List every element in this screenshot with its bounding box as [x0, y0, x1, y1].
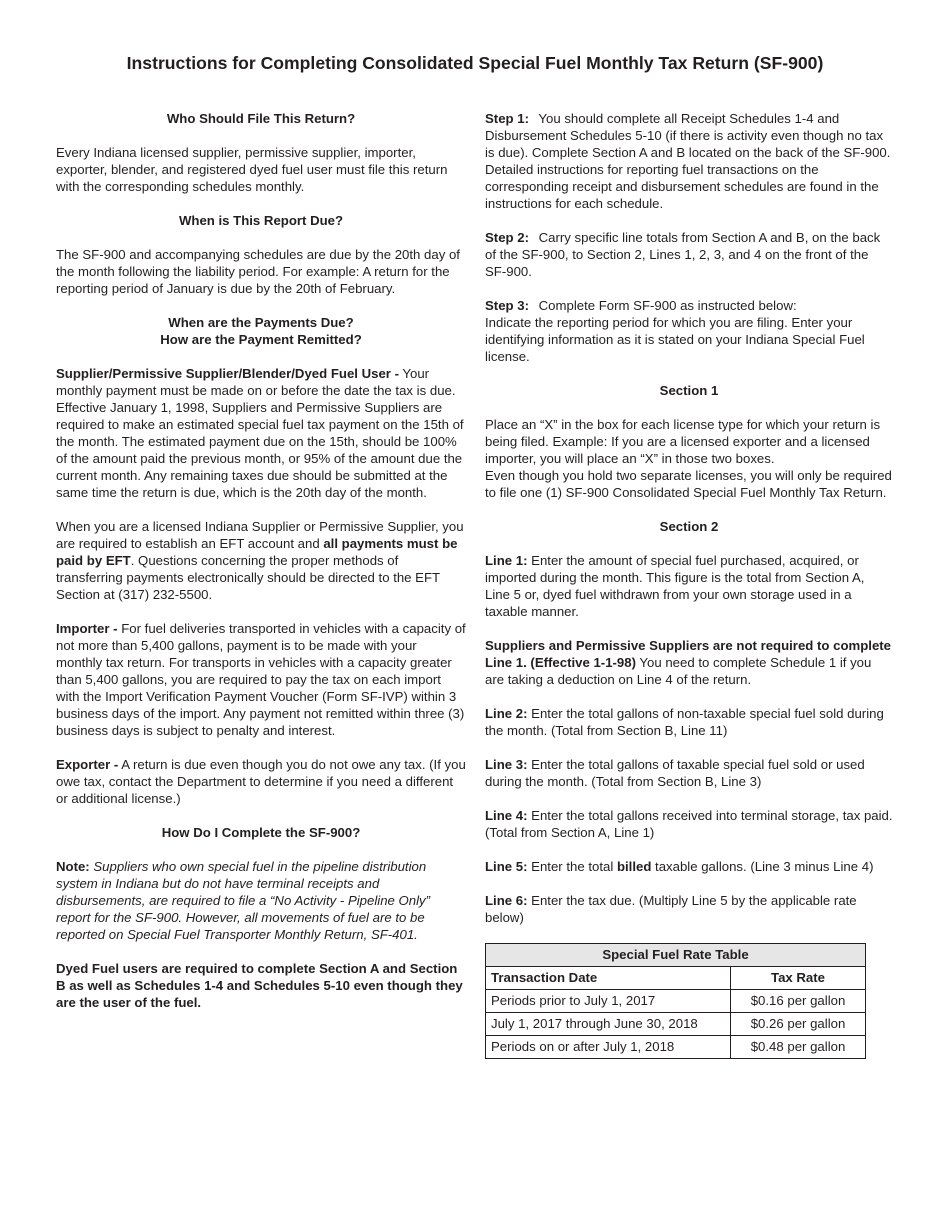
rate-table-col-rate: Tax Rate: [731, 967, 866, 990]
line4-paragraph: [485, 807, 893, 841]
rate-table-caption: Special Fuel Rate Table: [486, 944, 866, 967]
suppliers-text: You need to complete Schedule 1 if you are taking a deduction on Line 4 of the return.: [485, 655, 872, 687]
line4-label: Line 4:: [485, 808, 528, 823]
line5-paragraph: [485, 858, 893, 875]
eft-text-1: When you are a licensed Indiana Supplier or Permissive Supplier, you are required to establish an EFT account and: [56, 519, 464, 551]
when-text: The SF-900 and accompanying schedules are due by the 20th day of the month following the liability period. For example: A return for the reporting period of January is due by the 20th of February.: [56, 247, 460, 296]
rate-date-cell: Periods prior to July 1, 2017: [486, 990, 731, 1013]
table-row: [486, 990, 866, 1013]
supplier-text: Your monthly payment must be made on or before the date the tax is due. Effective January 1, 1998, Suppliers and Permissive Suppliers are required to make an estimated special fuel tax payment on the 15th of the month. The estimated payment due on the 15th, should be 100% of the amount paid the previous month, or 95% of the amount due the current month. Any remaining taxes due should be submitted at the same time the return is due, which is the 20th day of the month.: [56, 366, 464, 500]
step3-label: Step 3:: [485, 298, 529, 313]
line1-text: Enter the amount of special fuel purchased, acquired, or imported during the month. This figure is the total from Section A, Line 5 or, dyed fuel withdrawn from your own storage used in a taxable manner.: [485, 553, 865, 619]
rate-table-caption-row: [486, 944, 866, 967]
exporter-paragraph: [56, 756, 466, 807]
step2-text: Carry specific line totals from Section A and B, on the back of the SF-900, to Section 2, Lines 1, 2, 3, and 4 on the front of the SF-900.: [485, 230, 881, 279]
section1-paragraph: [485, 416, 893, 501]
rate-table-col-date: Transaction Date: [486, 967, 731, 990]
note-text: Suppliers who own special fuel in the pipeline distribution system in Indiana but do not have terminal receipts and disbursements, are required to file a “No Activity - Pipeline Only” report for the SF-900. However, all movements of fuel are to be reported on Special Fuel Transporter Monthly Return, SF-401.: [56, 859, 431, 942]
line3-paragraph: [485, 756, 893, 790]
importer-paragraph: [56, 620, 466, 739]
line6-text: Enter the tax due. (Multiply Line 5 by the applicable rate below): [485, 893, 857, 925]
line3-label: Line 3:: [485, 757, 528, 772]
rate-value-cell: $0.16 per gallon: [731, 990, 866, 1013]
eft-bold: all payments must be paid by EFT: [56, 536, 458, 568]
line2-text: Enter the total gallons of non-taxable special fuel sold during the month. (Total from Section B, Line 11): [485, 706, 884, 738]
line1-label: Line 1:: [485, 553, 528, 568]
supplier-label: Supplier/Permissive Supplier/Blender/Dyed Fuel User -: [56, 366, 399, 381]
line1-paragraph: [485, 552, 893, 620]
payments-heading-line-2: How are the Payment Remitted?: [160, 332, 362, 347]
section1-text-2: Even though you hold two separate licenses, you will only be required to file one (1) SF-900 Consolidated Special Fuel Monthly Tax Return.: [485, 468, 892, 500]
line5-text-1: Enter the total: [527, 859, 617, 874]
step3-text-2: Indicate the reporting period for which you are filing. Enter your identifying information as it is stated on your Indiana Special Fuel license.: [485, 315, 865, 364]
rate-table: [485, 943, 866, 1059]
who-text: Every Indiana licensed supplier, permissive supplier, importer, exporter, blender, and registered dyed fuel user must file this return with the corresponding schedules monthly.: [56, 145, 448, 194]
line5-bold: billed: [616, 859, 652, 874]
eft-paragraph: [56, 518, 466, 603]
line6-label: Line 6:: [485, 893, 528, 908]
table-row: [486, 1013, 866, 1036]
rate-value-cell: $0.26 per gallon: [731, 1013, 866, 1036]
dyed-fuel-paragraph: [56, 960, 466, 1011]
line5-text-2: taxable gallons. (Line 3 minus Line 4): [651, 859, 874, 874]
step3-paragraph: [485, 297, 893, 365]
note-label: Note:: [56, 859, 90, 874]
section1-heading: Section 1: [659, 383, 719, 398]
step1-text: You should complete all Receipt Schedules 1-4 and Disbursement Schedules 5-10 (if there is activity even though no tax is due). Complete Section A and B located on the back of the SF-900. Detailed instructions for reporting fuel transactions on the corresponding receipt and disbursement schedules are found in the instructions for each schedule.: [485, 111, 891, 211]
importer-label: Importer -: [56, 621, 118, 636]
note-paragraph: [56, 858, 466, 943]
eft-text-2: . Questions concerning the proper methods of transferring payments electronically should be directed to the EFT Section at (317) 232-5500.: [56, 553, 440, 602]
step3-text-1: Complete Form SF-900 as instructed below:: [538, 298, 797, 313]
step1-label: Step 1:: [485, 111, 529, 126]
rate-table-header-row: [486, 967, 866, 990]
section2-heading: Section 2: [659, 519, 719, 534]
line3-text: Enter the total gallons of taxable special fuel sold or used during the month. (Total from Section B, Line 3): [485, 757, 865, 789]
table-row: [486, 1036, 866, 1059]
line2-paragraph: [485, 705, 893, 739]
rate-value-cell: $0.48 per gallon: [731, 1036, 866, 1059]
line4-text: Enter the total gallons received into terminal storage, tax paid. (Total from Section A, Line 1): [485, 808, 893, 840]
suppliers-bold: Suppliers and Permissive Suppliers are not required to complete Line 1. (Effective 1-1-98): [485, 638, 891, 670]
dyed-fuel-text: Dyed Fuel users are required to complete Section A and Section B as well as Schedules 1-4 and Schedules 5-10 even though they are the user of the fuel.: [56, 961, 463, 1010]
section1-text-1: Place an “X” in the box for each license type for which your return is being filed. Example: If you are a licensed exporter and a licensed importer, you will place an “X” in those two boxes.: [485, 417, 881, 466]
step2-label: Step 2:: [485, 230, 529, 245]
supplier-paragraph: [56, 365, 466, 501]
left-column: [56, 110, 466, 1028]
line6-paragraph: [485, 892, 893, 926]
rate-date-cell: Periods on or after July 1, 2018: [486, 1036, 731, 1059]
importer-text: For fuel deliveries transported in vehicles with a capacity of not more than 5,400 gallons, payment is to be made with your monthly tax return. For transports in vehicles with a capacity greater than 5,400 gallons, you are required to pay the tax on each import with the Import Verification Payment Voucher (Form SF-IVP) within 3 business days of the import. Any payment not remitted within three (3) business days is subject to penalty and interest.: [56, 621, 466, 738]
step1-paragraph: [485, 110, 893, 212]
suppliers-paragraph: [485, 637, 893, 688]
complete-heading: How Do I Complete the SF-900?: [161, 825, 361, 840]
step2-paragraph: [485, 229, 893, 280]
payments-heading: [56, 314, 466, 348]
who-heading: Who Should File This Return?: [166, 111, 356, 126]
line5-label: Line 5:: [485, 859, 528, 874]
payments-heading-line-1: When are the Payments Due?: [168, 315, 354, 330]
line2-label: Line 2:: [485, 706, 528, 721]
exporter-text: A return is due even though you do not owe any tax. (If you owe tax, contact the Department to determine if you need a different or additional license.): [56, 757, 466, 806]
right-column: [485, 110, 893, 1059]
exporter-label: Exporter -: [56, 757, 119, 772]
rate-date-cell: July 1, 2017 through June 30, 2018: [486, 1013, 731, 1036]
page-title: Instructions for Completing Consolidated Special Fuel Monthly Tax Return (SF-900): [126, 53, 824, 73]
when-heading: When is This Report Due?: [178, 213, 344, 228]
